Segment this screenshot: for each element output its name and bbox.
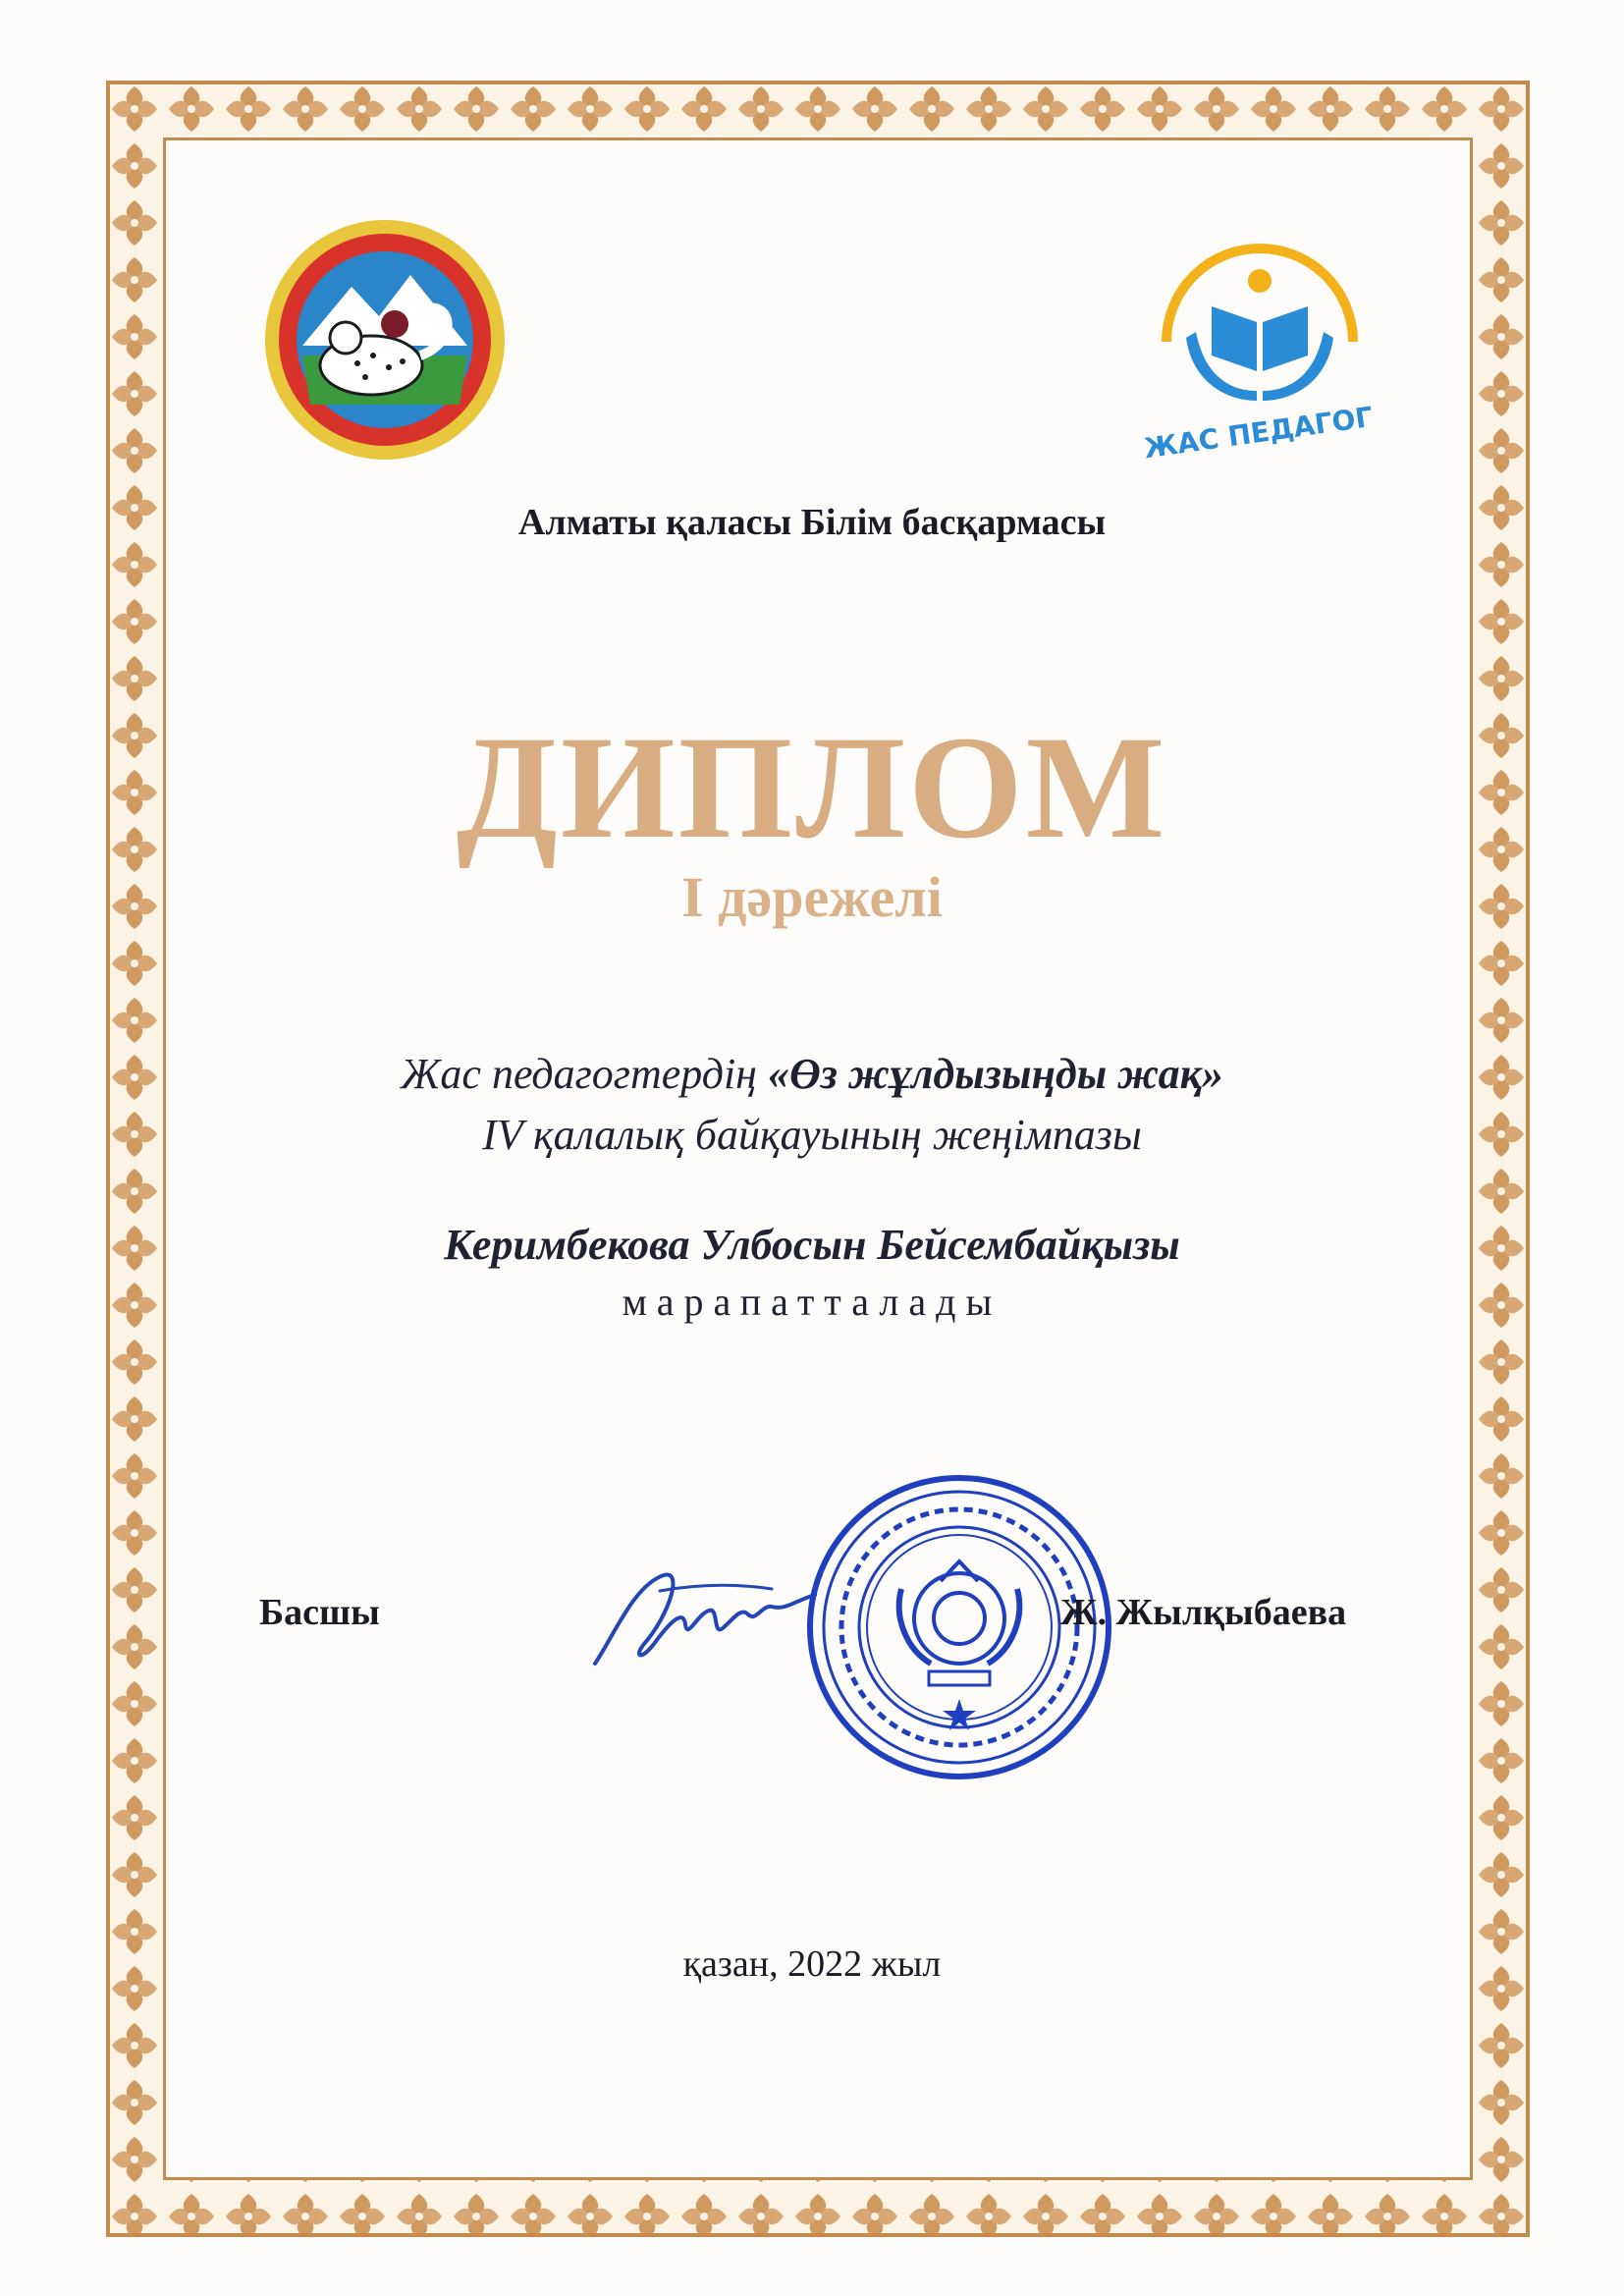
award-reason-prefix: Жас педагогтердің xyxy=(401,1050,769,1098)
almaty-emblem-logo xyxy=(263,218,507,462)
signatory-role: Басшы xyxy=(259,1592,380,1633)
jas-pedagog-logo-text: ЖАС ПЕДАГОГ xyxy=(1142,400,1376,465)
handwritten-signature xyxy=(575,1546,831,1693)
awarded-text: марапатталады xyxy=(622,1280,1002,1324)
contest-name: «Өз жұлдызыңды жақ» xyxy=(768,1050,1223,1098)
issue-date: қазан, 2022 жыл xyxy=(682,1943,942,1985)
recipient-name: Керимбекова Улбосын Бейсембайқызы xyxy=(444,1221,1180,1269)
award-reason-line-2: IV қалалық байқауының жеңімпазы xyxy=(482,1111,1142,1159)
issuing-organization: Алматы қаласы Білім басқармасы xyxy=(517,502,1107,543)
jas-pedagog-logo xyxy=(1127,224,1392,469)
certificate-title: ДИПЛОМ xyxy=(456,706,1168,869)
award-reason-line-1 xyxy=(0,1049,1624,1099)
signatory-name: Ж. Жылқыбаева xyxy=(1060,1592,1347,1633)
certificate-degree: І дәрежелі xyxy=(681,865,943,929)
